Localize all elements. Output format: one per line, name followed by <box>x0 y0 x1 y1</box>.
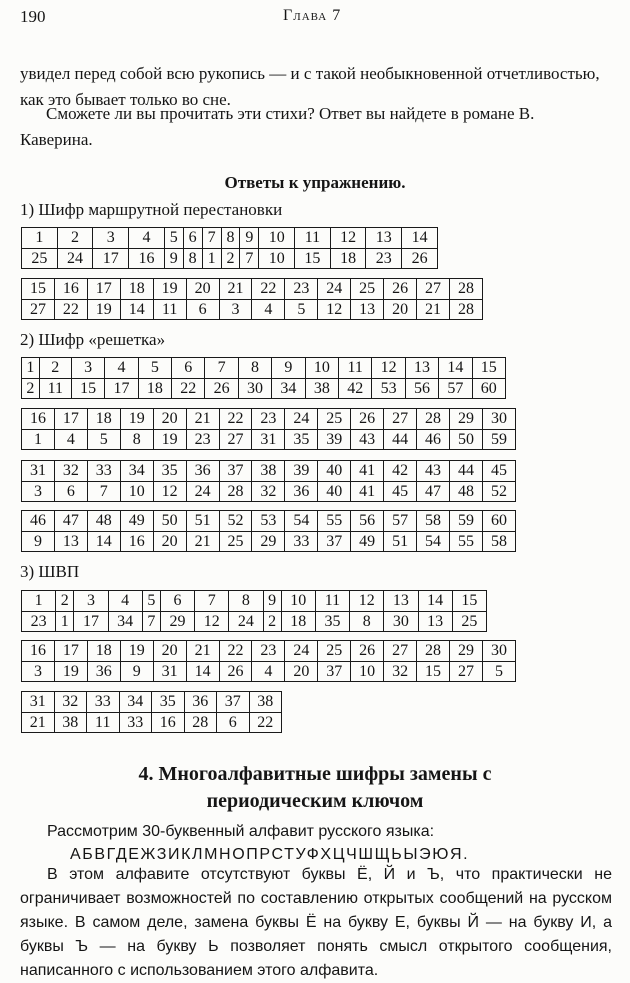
grid-cell: 22 <box>219 641 252 662</box>
grid-row-bottom <box>22 531 516 552</box>
grid-cell: 24 <box>57 248 93 269</box>
grid-cell: 36 <box>186 461 219 482</box>
grid-cell: 40 <box>318 481 351 502</box>
grid-cell: 43 <box>417 461 450 482</box>
grid-cell: 36 <box>87 661 120 682</box>
grid-cell: 46 <box>417 429 450 450</box>
grid-cell: 13 <box>418 611 452 632</box>
grid-row-top <box>22 279 483 300</box>
grid-cell: 35 <box>285 429 318 450</box>
cipher2-table-1 <box>21 357 506 399</box>
grid-cell: 9 <box>240 228 259 249</box>
grid-cell: 6 <box>186 299 219 320</box>
grid-cell: 1 <box>22 228 58 249</box>
grid-cell: 60 <box>472 378 505 399</box>
grid-cell: 57 <box>439 378 472 399</box>
grid-cell: 25 <box>219 531 252 552</box>
grid-row-top <box>22 641 516 662</box>
grid-cell: 29 <box>252 531 285 552</box>
grid-cell: 45 <box>384 481 417 502</box>
grid-cell: 10 <box>259 248 295 269</box>
grid-cell: 15 <box>472 358 505 379</box>
grid-cell: 15 <box>417 661 450 682</box>
grid-cell: 26 <box>219 661 252 682</box>
grid-cell: 3 <box>74 591 108 612</box>
grid-cell: 31 <box>252 429 285 450</box>
running-head: Глава 7 <box>283 7 342 24</box>
grid-cell: 24 <box>318 279 351 300</box>
grid-cell: 15 <box>295 248 331 269</box>
cipher3-table-1 <box>21 590 487 632</box>
grid-cell: 16 <box>120 531 153 552</box>
grid-cell: 12 <box>318 299 351 320</box>
grid-cell: 21 <box>22 712 55 733</box>
grid-cell: 8 <box>350 611 384 632</box>
grid-row-top <box>22 591 487 612</box>
grid-cell: 4 <box>54 429 87 450</box>
grid-cell: 45 <box>482 461 515 482</box>
grid-cell: 2 <box>57 228 93 249</box>
grid-cell: 24 <box>285 409 318 430</box>
grid-cell: 39 <box>318 429 351 450</box>
grid-cell: 21 <box>186 641 219 662</box>
grid-row-top <box>22 692 282 713</box>
cipher2-table-4 <box>21 510 516 552</box>
grid-cell: 3 <box>219 299 252 320</box>
grid-cell: 33 <box>285 531 318 552</box>
grid-cell: 11 <box>315 591 349 612</box>
section-heading <box>0 761 630 815</box>
grid-cell: 1 <box>202 248 221 269</box>
grid-cell: 25 <box>452 611 486 632</box>
grid-cell: 1 <box>22 429 55 450</box>
grid-cell: 13 <box>384 591 418 612</box>
grid-cell: 28 <box>219 481 252 502</box>
grid-cell: 58 <box>417 511 450 532</box>
grid-cell: 42 <box>339 378 372 399</box>
grid-cell: 16 <box>129 248 165 269</box>
grid-cell: 15 <box>452 591 486 612</box>
grid-cell: 33 <box>119 712 152 733</box>
grid-cell: 30 <box>238 378 271 399</box>
grid-cell: 19 <box>153 429 186 450</box>
grid-cell: 3 <box>93 228 129 249</box>
grid-cell: 22 <box>54 299 87 320</box>
grid-cell: 12 <box>330 228 366 249</box>
grid-cell: 16 <box>22 641 55 662</box>
cipher1-table-2 <box>21 278 483 320</box>
grid-cell: 38 <box>54 712 87 733</box>
grid-cell: 21 <box>186 531 219 552</box>
grid-cell: 23 <box>22 611 56 632</box>
grid-cell: 7 <box>87 481 120 502</box>
grid-cell: 3 <box>71 358 104 379</box>
grid-cell: 10 <box>259 228 295 249</box>
grid-cell: 10 <box>351 661 384 682</box>
grid-cell: 32 <box>54 461 87 482</box>
grid-cell: 8 <box>221 228 240 249</box>
grid-cell: 30 <box>482 409 515 430</box>
grid-cell: 22 <box>249 712 282 733</box>
grid-cell: 51 <box>384 531 417 552</box>
grid-cell: 38 <box>249 692 282 713</box>
grid-cell: 10 <box>305 358 338 379</box>
grid-cell: 11 <box>39 378 71 399</box>
grid-cell: 21 <box>219 279 252 300</box>
grid-cell: 1 <box>22 358 40 379</box>
grid-cell: 39 <box>285 461 318 482</box>
intro-paragraph-2: Сможете ли вы прочитать эти стихи? Ответ вы найдете в романе В. Каверина. <box>20 104 535 149</box>
grid-cell: 37 <box>219 461 252 482</box>
grid-cell: 29 <box>449 409 482 430</box>
grid-cell: 49 <box>120 511 153 532</box>
grid-cell: 26 <box>205 378 238 399</box>
grid-cell: 55 <box>449 531 482 552</box>
grid-cell: 28 <box>417 409 450 430</box>
grid-cell: 10 <box>281 591 315 612</box>
grid-cell: 31 <box>153 661 186 682</box>
grid-cell: 57 <box>384 511 417 532</box>
grid-cell: 18 <box>87 641 120 662</box>
grid-cell: 16 <box>152 712 185 733</box>
grid-cell: 19 <box>120 409 153 430</box>
grid-row-top <box>22 461 516 482</box>
grid-cell: 17 <box>105 378 138 399</box>
grid-cell: 14 <box>439 358 472 379</box>
cipher2-table-2 <box>21 408 516 450</box>
grid-cell: 14 <box>87 531 120 552</box>
grid-cell: 28 <box>184 712 217 733</box>
answers-heading: Ответы к упражнению. <box>224 173 406 192</box>
grid-cell: 56 <box>351 511 384 532</box>
grid-cell: 33 <box>87 461 120 482</box>
grid-cell: 7 <box>202 228 221 249</box>
grid-row-bottom <box>22 712 282 733</box>
grid-cell: 25 <box>318 641 351 662</box>
grid-cell: 14 <box>418 591 452 612</box>
grid-cell: 26 <box>351 641 384 662</box>
grid-cell: 7 <box>195 591 229 612</box>
grid-cell: 5 <box>482 661 515 682</box>
grid-cell: 15 <box>71 378 104 399</box>
grid-cell: 50 <box>153 511 186 532</box>
grid-cell: 27 <box>449 661 482 682</box>
grid-cell: 58 <box>482 531 515 552</box>
grid-cell: 2 <box>56 591 74 612</box>
cipher3-table-2 <box>21 640 516 682</box>
grid-cell: 6 <box>217 712 250 733</box>
grid-cell: 4 <box>252 299 285 320</box>
grid-cell: 20 <box>285 661 318 682</box>
grid-cell: 31 <box>22 692 55 713</box>
grid-cell: 20 <box>186 279 219 300</box>
grid-cell: 9 <box>22 531 55 552</box>
grid-cell: 51 <box>186 511 219 532</box>
grid-cell: 6 <box>172 358 205 379</box>
grid-cell: 2 <box>221 248 240 269</box>
grid-cell: 54 <box>285 511 318 532</box>
grid-cell: 28 <box>449 299 482 320</box>
grid-cell: 27 <box>384 409 417 430</box>
grid-cell: 23 <box>252 409 285 430</box>
grid-cell: 30 <box>482 641 515 662</box>
grid-cell: 23 <box>252 641 285 662</box>
grid-cell: 54 <box>417 531 450 552</box>
grid-cell: 8 <box>120 429 153 450</box>
grid-cell: 35 <box>152 692 185 713</box>
grid-cell: 48 <box>449 481 482 502</box>
grid-cell: 37 <box>217 692 250 713</box>
grid-cell: 30 <box>384 611 418 632</box>
grid-cell: 9 <box>272 358 305 379</box>
grid-cell: 19 <box>153 279 186 300</box>
grid-cell: 27 <box>219 429 252 450</box>
grid-cell: 24 <box>186 481 219 502</box>
cipher3-table-3 <box>21 691 282 733</box>
grid-cell: 14 <box>402 228 438 249</box>
grid-cell: 25 <box>351 279 384 300</box>
grid-cell: 19 <box>120 641 153 662</box>
grid-cell: 20 <box>384 299 417 320</box>
grid-cell: 7 <box>240 248 259 269</box>
grid-cell: 18 <box>138 378 171 399</box>
grid-cell: 11 <box>295 228 331 249</box>
grid-cell: 12 <box>153 481 186 502</box>
grid-row-top <box>22 409 516 430</box>
grid-cell: 1 <box>56 611 74 632</box>
grid-cell: 9 <box>263 591 281 612</box>
grid-cell: 38 <box>252 461 285 482</box>
grid-cell: 28 <box>417 641 450 662</box>
grid-cell: 40 <box>318 461 351 482</box>
grid-cell: 42 <box>384 461 417 482</box>
grid-cell: 27 <box>22 299 55 320</box>
grid-row-bottom <box>22 248 438 269</box>
grid-cell: 28 <box>449 279 482 300</box>
grid-cell: 2 <box>263 611 281 632</box>
grid-cell: 44 <box>449 461 482 482</box>
grid-cell: 17 <box>87 279 120 300</box>
grid-cell: 43 <box>351 429 384 450</box>
cipher1-table-1 <box>21 227 438 269</box>
grid-cell: 18 <box>120 279 153 300</box>
grid-cell: 37 <box>318 531 351 552</box>
page-number: 190 <box>20 7 46 26</box>
grid-cell: 22 <box>219 409 252 430</box>
grid-cell: 13 <box>405 358 438 379</box>
grid-cell: 56 <box>405 378 438 399</box>
grid-cell: 9 <box>120 661 153 682</box>
cipher3-label: 3) ШВП <box>20 562 80 581</box>
grid-cell: 49 <box>351 531 384 552</box>
grid-cell: 8 <box>229 591 263 612</box>
grid-cell: 5 <box>164 228 183 249</box>
grid-row-bottom <box>22 299 483 320</box>
grid-cell: 10 <box>120 481 153 502</box>
grid-cell: 59 <box>482 429 515 450</box>
grid-cell: 6 <box>183 228 202 249</box>
grid-cell: 13 <box>351 299 384 320</box>
grid-cell: 52 <box>482 481 515 502</box>
grid-cell: 36 <box>184 692 217 713</box>
grid-cell: 50 <box>449 429 482 450</box>
grid-row-bottom <box>22 429 516 450</box>
grid-cell: 26 <box>402 248 438 269</box>
grid-cell: 21 <box>186 409 219 430</box>
grid-cell: 11 <box>153 299 186 320</box>
grid-cell: 53 <box>372 378 405 399</box>
grid-cell: 12 <box>350 591 384 612</box>
grid-cell: 55 <box>318 511 351 532</box>
cipher2-table-3 <box>21 460 516 502</box>
grid-cell: 20 <box>153 409 186 430</box>
alphabet-intro: Рассмотрим 30-буквенный алфавит русского языка: <box>47 823 435 840</box>
grid-cell: 23 <box>285 279 318 300</box>
grid-cell: 13 <box>366 228 402 249</box>
grid-cell: 5 <box>142 591 160 612</box>
grid-cell: 60 <box>482 511 515 532</box>
grid-cell: 18 <box>87 409 120 430</box>
grid-cell: 11 <box>87 712 120 733</box>
grid-cell: 37 <box>318 661 351 682</box>
grid-cell: 4 <box>108 591 142 612</box>
grid-cell: 14 <box>120 299 153 320</box>
grid-cell: 21 <box>417 299 450 320</box>
section-heading-line-1: 4. Многоалфавитные шифры замены с <box>138 763 492 785</box>
grid-cell: 25 <box>318 409 351 430</box>
grid-cell: 14 <box>186 661 219 682</box>
grid-cell: 34 <box>120 461 153 482</box>
grid-row-top <box>22 511 516 532</box>
grid-row-top <box>22 228 438 249</box>
grid-cell: 5 <box>285 299 318 320</box>
grid-cell: 53 <box>252 511 285 532</box>
grid-cell: 31 <box>22 461 55 482</box>
grid-cell: 6 <box>160 591 194 612</box>
grid-cell: 18 <box>281 611 315 632</box>
grid-cell: 15 <box>22 279 55 300</box>
section-paragraph: В этом алфавите отсутствуют буквы Ё, Й и Ъ, что практически не ограничивает возможностей по составлению открытых сообщений на русском языке. В самом деле, замена буквы Ё на букву Е, буквы Й — на букву И, а буквы Ъ — на букву Ь позволяет понять смысл открытого сообщения, написанного с использованием этого алфавита. <box>20 866 612 979</box>
grid-cell: 23 <box>366 248 402 269</box>
grid-cell: 32 <box>384 661 417 682</box>
grid-cell: 34 <box>272 378 305 399</box>
grid-cell: 5 <box>138 358 171 379</box>
grid-cell: 16 <box>22 409 55 430</box>
grid-cell: 16 <box>54 279 87 300</box>
grid-cell: 26 <box>384 279 417 300</box>
grid-row-bottom <box>22 611 487 632</box>
grid-cell: 2 <box>22 378 40 399</box>
grid-cell: 17 <box>54 641 87 662</box>
grid-row-bottom <box>22 481 516 502</box>
grid-cell: 35 <box>153 461 186 482</box>
grid-cell: 41 <box>351 461 384 482</box>
grid-cell: 8 <box>183 248 202 269</box>
grid-cell: 4 <box>129 228 165 249</box>
grid-cell: 27 <box>417 279 450 300</box>
grid-cell: 17 <box>54 409 87 430</box>
grid-cell: 38 <box>305 378 338 399</box>
grid-cell: 7 <box>205 358 238 379</box>
grid-cell: 36 <box>285 481 318 502</box>
grid-cell: 12 <box>372 358 405 379</box>
grid-cell: 2 <box>39 358 71 379</box>
grid-cell: 19 <box>87 299 120 320</box>
grid-cell: 52 <box>219 511 252 532</box>
grid-cell: 35 <box>315 611 349 632</box>
grid-cell: 17 <box>74 611 108 632</box>
grid-cell: 19 <box>54 661 87 682</box>
grid-cell: 22 <box>172 378 205 399</box>
grid-cell: 27 <box>384 641 417 662</box>
grid-cell: 3 <box>22 661 55 682</box>
grid-cell: 47 <box>417 481 450 502</box>
grid-cell: 3 <box>22 481 55 502</box>
grid-row-bottom <box>22 378 506 399</box>
grid-cell: 1 <box>22 591 56 612</box>
grid-cell: 12 <box>195 611 229 632</box>
grid-cell: 24 <box>229 611 263 632</box>
grid-cell: 23 <box>186 429 219 450</box>
grid-cell: 44 <box>384 429 417 450</box>
grid-cell: 4 <box>252 661 285 682</box>
grid-cell: 5 <box>87 429 120 450</box>
grid-cell: 34 <box>119 692 152 713</box>
grid-cell: 24 <box>285 641 318 662</box>
grid-cell: 17 <box>93 248 129 269</box>
grid-cell: 47 <box>54 511 87 532</box>
section-heading-line-2: периодическим ключом <box>206 790 424 812</box>
grid-cell: 32 <box>54 692 87 713</box>
grid-row-top <box>22 358 506 379</box>
grid-cell: 26 <box>351 409 384 430</box>
grid-cell: 33 <box>87 692 120 713</box>
grid-cell: 41 <box>351 481 384 502</box>
grid-row-bottom <box>22 661 516 682</box>
alphabet-line: АБВГДЕЖЗИКЛМНОПРСТУФХЦЧШЩЬЫЭЮЯ. <box>70 846 470 863</box>
grid-cell: 11 <box>339 358 372 379</box>
grid-cell: 46 <box>22 511 55 532</box>
grid-cell: 25 <box>22 248 58 269</box>
grid-cell: 6 <box>54 481 87 502</box>
grid-cell: 48 <box>87 511 120 532</box>
grid-cell: 13 <box>54 531 87 552</box>
grid-cell: 29 <box>449 641 482 662</box>
grid-cell: 8 <box>238 358 271 379</box>
grid-cell: 18 <box>330 248 366 269</box>
grid-cell: 34 <box>108 611 142 632</box>
grid-cell: 7 <box>142 611 160 632</box>
grid-cell: 59 <box>449 511 482 532</box>
grid-cell: 29 <box>160 611 194 632</box>
cipher1-label: 1) Шифр маршрутной перестановки <box>20 200 283 219</box>
intro-paragraph-1: увидел перед собой всю рукопись — и с такой необыкновенной отчетливостью, как это бывает только во сне. <box>20 64 600 109</box>
grid-cell: 4 <box>105 358 138 379</box>
cipher2-label: 2) Шифр «решетка» <box>20 330 166 349</box>
grid-cell: 9 <box>164 248 183 269</box>
grid-cell: 22 <box>252 279 285 300</box>
grid-cell: 32 <box>252 481 285 502</box>
grid-cell: 20 <box>153 531 186 552</box>
grid-cell: 20 <box>153 641 186 662</box>
